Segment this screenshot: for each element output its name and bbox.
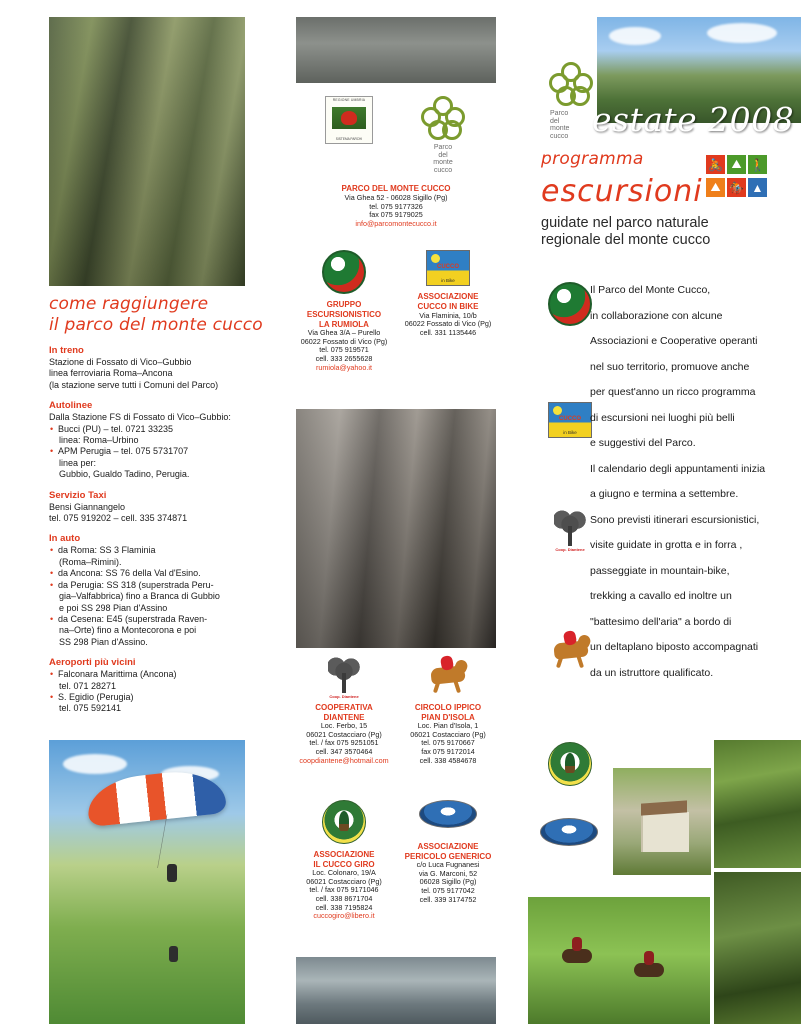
right-par-7: e suggestivi del Parco. xyxy=(590,437,696,449)
left-column xyxy=(49,294,264,715)
ippico-line-2: 06021 Costacciaro (Pg) xyxy=(410,729,486,739)
orgs-row-1 xyxy=(296,250,496,372)
pericolo-generico-icon-right xyxy=(540,818,598,846)
estate-title-text: estate 2008 xyxy=(592,100,795,139)
giro-name-1: ASSOCIAZIONE xyxy=(313,850,375,859)
rumiola-line-3: tel. 075 919571 xyxy=(319,345,369,355)
right-subhead xyxy=(541,215,803,249)
pericolo-name-1: ASSOCIAZIONE xyxy=(417,842,479,851)
photo-rock-strip xyxy=(296,17,496,83)
side-icon-pericolo xyxy=(540,818,598,846)
right-parco-label-1: Parco xyxy=(550,110,569,117)
giro-line-2: 06021 Costacciaro (Pg) xyxy=(306,876,382,886)
right-body-text xyxy=(590,278,805,686)
section-title-auto: In auto xyxy=(49,533,81,545)
right-par-12: passeggiate in mountain-bike, xyxy=(590,564,730,577)
side-icon-cucco-bike xyxy=(548,402,592,438)
right-par-8: Il calendario degli appuntamenti inizia xyxy=(590,462,766,475)
org-cucco-giro xyxy=(296,800,392,921)
rumiola-name-2: LA RUMIOLA xyxy=(319,319,369,329)
orgs-row-3-wrapper xyxy=(296,800,496,921)
aeroporti-bullets xyxy=(49,669,264,715)
bike-line-3: cell. 331 1135446 xyxy=(419,327,477,337)
section-body-treno xyxy=(49,357,264,391)
title-estate-2008 xyxy=(592,100,801,139)
auto-b1-l1: da Roma: SS 3 Flaminia xyxy=(58,545,156,556)
autolinee-b2-l2: linea per: xyxy=(59,457,97,468)
auto-b4-l3: SS 298 Pian d'Assino. xyxy=(59,636,148,647)
org-rumiola xyxy=(296,250,392,372)
parco-logo-block xyxy=(396,96,490,174)
parco-label-1: Parco xyxy=(433,144,453,151)
list-item xyxy=(58,446,264,480)
cucco-in-bike-icon: CUCCO in Bike xyxy=(426,250,470,286)
auto-bullets xyxy=(49,545,264,648)
ippico-line-3: tel. 075 9170667 xyxy=(421,738,475,748)
orgs-row-2 xyxy=(296,655,496,765)
orgs-row-3 xyxy=(296,800,496,921)
side-icon-rumiola xyxy=(548,282,592,326)
autolinee-b1-l2: linea: Roma–Urbino xyxy=(59,435,139,446)
escursioni-text: escursioni xyxy=(541,174,703,209)
top-logos-row xyxy=(296,96,496,174)
aero-b1-l2: tel. 071 28271 xyxy=(59,680,117,691)
right-par-16: da un istruttore qualificato. xyxy=(590,666,714,679)
parco-logo-label xyxy=(396,144,490,174)
right-par-14: "battesimo dell'aria" a bordo di xyxy=(590,615,732,628)
org-cucco-in-bike xyxy=(400,250,496,372)
giro-line-1: Loc. Colonaro, 19/A xyxy=(312,868,376,878)
photo-water-bottom xyxy=(296,957,496,1024)
park-contact-line-1: Via Ghea 52 - 06028 Sigillo (Pg) xyxy=(344,192,448,202)
list-item xyxy=(58,614,264,648)
parco-monte-cucco-icon xyxy=(420,96,466,142)
horse-rider-icon-right xyxy=(548,630,594,672)
park-contact-line-3: fax 075 9179025 xyxy=(369,210,423,220)
ippico-line-5: cell. 338 4584678 xyxy=(419,755,477,765)
right-parco-logo-label xyxy=(548,110,594,140)
regione-umbria-logo-block xyxy=(302,96,396,174)
left-headline-line2: il parco del monte cucco xyxy=(49,315,263,335)
diantene-line-4: cell. 347 3570464 xyxy=(315,746,373,756)
autolinee-bullets xyxy=(49,424,264,481)
climbing-icon: ⛰ xyxy=(706,178,725,197)
pictogram-row-2 xyxy=(706,178,767,197)
park-contact-block xyxy=(296,184,496,228)
ippico-line-1: Loc. Pian d'Isola, 1 xyxy=(417,721,479,731)
parco-label-4: cucco xyxy=(433,166,453,174)
left-headline xyxy=(49,294,264,336)
pericolo-line-3: 06028 Sigillo (Pg) xyxy=(419,877,477,887)
right-parco-label-3: monte xyxy=(550,125,570,133)
paraglider-pilot xyxy=(167,864,177,882)
diantene-name-2: DIANTENE xyxy=(323,712,365,722)
auto-b2-l1: da Ancona: SS 76 della Val d'Esino. xyxy=(58,568,201,579)
section-title-aeroporti: Aeroporti più vicini xyxy=(49,657,136,669)
pericolo-generico-icon xyxy=(419,800,477,828)
photo-forest-top-right xyxy=(714,740,801,868)
rumiola-line-2: 06022 Fossato di Vico (Pg) xyxy=(300,336,388,346)
bike-line-1: Via Flaminia, 10/b xyxy=(419,310,477,320)
rumiola-email[interactable]: rumiola@yahoo.it xyxy=(315,362,373,372)
park-contact-line-2: tel. 075 9177326 xyxy=(369,201,423,211)
pictogram-row-1 xyxy=(706,155,767,174)
treno-line-3: (la stazione serve tutti i Comuni del Parco) xyxy=(49,379,219,390)
aero-b1-l1: Falconara Marittima (Ancona) xyxy=(58,669,177,680)
treno-line-1: Stazione di Fossato di Vico–Gubbio xyxy=(49,357,192,367)
photo-paragliding xyxy=(49,740,245,1024)
rumiola-badge-icon xyxy=(322,250,366,294)
list-item xyxy=(58,692,264,715)
list-item xyxy=(58,580,264,614)
right-par-6: di escursioni nei luoghi più belli xyxy=(590,411,735,424)
cucco-giro-shield-icon xyxy=(322,800,366,844)
middle-column xyxy=(296,96,496,372)
side-icon-diantene xyxy=(548,508,592,550)
side-icon-horse xyxy=(548,630,594,672)
pericolo-line-5: cell. 339 3174752 xyxy=(419,894,477,904)
rumiola-line-4: cell. 333 2655628 xyxy=(315,353,373,363)
photo-hermitage xyxy=(613,768,711,875)
autolinee-intro: Dalla Stazione FS di Fossato di Vico–Gubbio: xyxy=(49,412,231,423)
left-headline-line1: come raggiungere xyxy=(49,294,209,314)
autolinee-b1-l1: Bucci (PU) – tel. 0721 33235 xyxy=(58,423,174,434)
regione-umbria-icon xyxy=(325,96,373,144)
list-item xyxy=(58,545,264,568)
aero-b2-l2: tel. 075 592141 xyxy=(59,703,122,714)
right-par-5: per quest'anno un ricco programma xyxy=(590,386,756,398)
auto-b4-l1: da Cesena: E45 (superstrada Raven- xyxy=(58,613,208,624)
diantene-tree-icon: Coop. Diantene xyxy=(322,655,366,697)
diantene-email[interactable]: coopdiantene@hotmail.com xyxy=(299,755,389,765)
pericolo-line-4: tel. 075 9177042 xyxy=(421,885,475,895)
regione-caption-bottom: SISTEMA PARCHI xyxy=(335,137,363,141)
right-parco-monte-cucco-icon xyxy=(548,62,594,108)
auto-b4-l2: na–Orte) fino a Montecorona e poi xyxy=(59,625,197,636)
photo-horse-riders xyxy=(528,897,710,1024)
diantene-name-1: COOPERATIVA xyxy=(315,703,373,712)
org-pericolo-generico xyxy=(400,800,496,921)
bike-name-1: ASSOCIAZIONE xyxy=(417,292,479,302)
ippico-name-2: PIAN D'ISOLA xyxy=(421,712,475,722)
giro-line-5: cell. 338 7195824 xyxy=(315,902,373,912)
pericolo-name-2: PERICOLO GENERICO xyxy=(404,851,492,861)
cucco-giro-shield-icon-right xyxy=(548,742,592,786)
cucco-in-bike-icon-right: CUCCO in Bike xyxy=(548,402,592,438)
autolinee-b2-l1: APM Perugia – tel. 075 5731707 xyxy=(58,446,189,457)
section-title-taxi: Servizio Taxi xyxy=(49,489,107,501)
org-pian-disola xyxy=(400,655,496,765)
right-parco-label-4: cucco xyxy=(550,132,569,140)
diantene-line-3: tel. / fax 075 9251051 xyxy=(309,738,379,748)
bike-line-2: 06022 Fossato di Vico (Pg) xyxy=(404,319,492,329)
section-body-autolinee xyxy=(49,412,264,480)
right-par-15: un deltaplano biposto accompagnati xyxy=(590,641,759,653)
right-par-4: nel suo territorio, promuove anche xyxy=(590,360,750,373)
auto-b3-l1: da Perugia: SS 318 (superstrada Peru- xyxy=(58,579,214,590)
subhead-line-1: guidate nel parco naturale xyxy=(541,215,709,231)
horse-icon: 🏇 xyxy=(727,178,746,197)
diantene-tree-icon-right: Coop. Diantene xyxy=(548,508,592,550)
giro-email[interactable]: cuccogiro@libero.it xyxy=(313,911,375,921)
section-body-taxi xyxy=(49,502,264,525)
ippico-line-4: fax 075 9172014 xyxy=(421,746,475,756)
right-par-10: Sono previsti itinerari escursionistici, xyxy=(590,513,760,526)
right-parco-label-2: del xyxy=(550,117,560,125)
right-par-13: trekking a cavallo ed inoltre un xyxy=(590,590,732,602)
list-item xyxy=(58,568,264,579)
taxi-line-1: Bensi Giannangelo xyxy=(49,501,126,512)
horse-rider-icon xyxy=(425,655,471,697)
right-par-1: Il Parco del Monte Cucco, xyxy=(590,284,711,296)
paraglide-icon: ▲ xyxy=(748,178,767,197)
right-par-11: visite guidate in grotta e in forra , xyxy=(590,539,743,551)
treno-line-2: linea ferroviaria Roma–Ancona xyxy=(49,368,173,379)
list-item xyxy=(58,424,264,447)
auto-b1-l2: (Roma–Rimini). xyxy=(59,556,122,567)
hiking-icon: 🚶 xyxy=(748,155,767,174)
pericolo-line-1: c/o Luca Fugnanesi xyxy=(416,860,480,870)
ippico-name-1: CIRCOLO IPPICO xyxy=(414,703,482,712)
org-diantene xyxy=(296,655,392,765)
parco-label-3: monte xyxy=(433,159,453,167)
bike-name-2: CUCCO IN BIKE xyxy=(417,301,479,311)
bike-icon: 🚴 xyxy=(706,155,725,174)
giro-name-2: IL CUCCO GIRO xyxy=(313,859,375,869)
orgs-row-2-wrapper xyxy=(296,655,496,765)
right-par-9: a giugno e termina a settembre. xyxy=(590,488,739,500)
right-par-3: Associazioni e Cooperative operanti xyxy=(590,335,758,347)
giro-line-4: cell. 338 8671704 xyxy=(315,893,373,903)
pericolo-line-2: via G. Marconi, 52 xyxy=(418,868,478,878)
auto-b3-l3: e poi SS 298 Pian d'Assino xyxy=(59,602,168,613)
aero-b2-l1: S. Egidio (Perugia) xyxy=(58,691,134,702)
auto-b3-l2: gia–Valfabbrica) fino a Branca di Gubbio xyxy=(59,591,220,602)
photo-forest-trail xyxy=(714,872,801,1024)
caving-icon: ⛰ xyxy=(727,155,746,174)
regione-caption-top: REGIONE UMBRIA xyxy=(332,98,366,102)
taxi-line-2: tel. 075 919202 – cell. 335 374871 xyxy=(49,513,188,524)
side-icon-cucco-giro xyxy=(548,742,592,786)
list-item xyxy=(58,669,264,692)
giro-line-3: tel. / fax 075 9171046 xyxy=(309,885,379,895)
autolinee-b2-l3: Gubbio, Gualdo Tadino, Perugia. xyxy=(59,469,190,480)
photo-gorge-canyoning xyxy=(296,409,496,648)
diantene-line-1: Loc. Ferbo, 15 xyxy=(320,721,368,731)
rumiola-badge-icon-right xyxy=(548,282,592,326)
parco-label-2: del xyxy=(438,151,448,159)
section-title-autolinee: Autolinee xyxy=(49,400,93,412)
subhead-line-2: regionale del monte cucco xyxy=(541,232,711,248)
right-par-2: in collaborazione con alcune xyxy=(590,309,723,322)
section-title-treno: In treno xyxy=(49,345,84,356)
diantene-line-2: 06021 Costacciaro (Pg) xyxy=(306,729,382,739)
park-contact-name: PARCO DEL MONTE CUCCO xyxy=(341,184,451,194)
photo-canyon-valley xyxy=(49,17,245,286)
programma-text: programma xyxy=(541,149,644,169)
rumiola-name-1: GRUPPO ESCURSIONISTICO xyxy=(306,300,382,319)
park-contact-email[interactable]: info@parcomontecucco.it xyxy=(355,218,437,228)
rumiola-line-1: Via Ghea 3/A – Purello xyxy=(307,328,381,338)
paraglider-lines xyxy=(141,814,187,868)
right-parco-logo-block xyxy=(548,62,594,140)
